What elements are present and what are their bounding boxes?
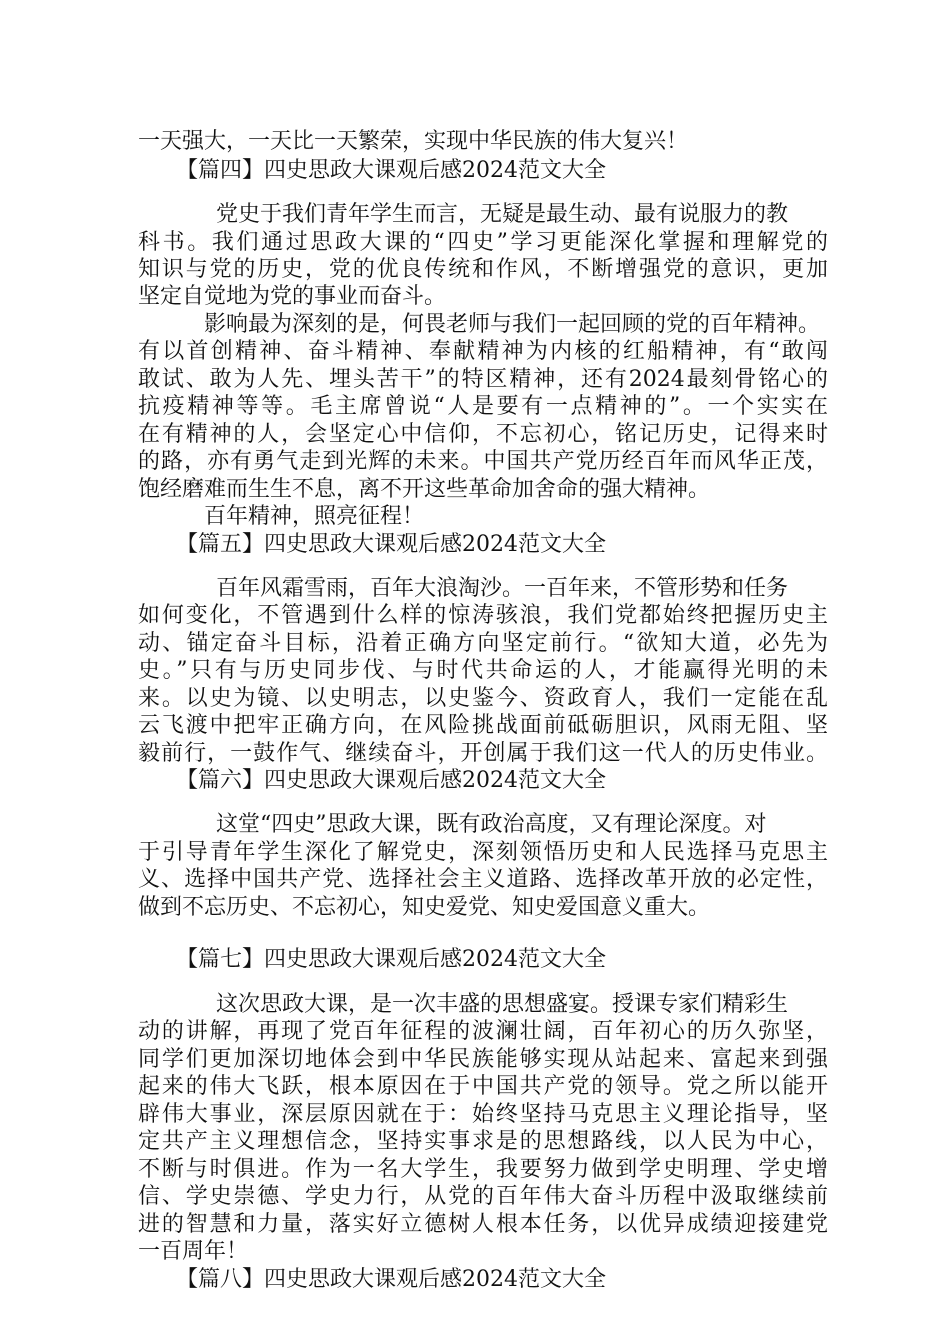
paragraph-line: 起来的伟大飞跃，根本原因在于中国共产党的领导。党之所以能开 [138, 1074, 828, 1099]
paragraph-line: 在有精神的人，会坚定心中信仰，不忘初心，铭记历史，记得来时 [138, 422, 828, 447]
paragraph-line: 信、学史崇德、学史力行，从党的百年伟大奋斗历程中汲取继续前 [138, 1184, 828, 1209]
paragraph-line: 同学们更加深切地体会到中华民族能够实现从站起来、富起来到强 [138, 1047, 828, 1072]
paragraph-line: 敢试、敢为人先、埋头苦干”的特区精神，还有2024最刻骨铭心的 [138, 367, 828, 392]
section-heading-5: 【篇五】四史思政大课观后感2024范文大全 [176, 532, 606, 557]
section-heading-4: 【篇四】四史思政大课观后感2024范文大全 [176, 158, 606, 183]
section-heading-7: 【篇七】四史思政大课观后感2024范文大全 [176, 947, 606, 972]
paragraph-line: 不断与时俱进。作为一名大学生，我要努力做到学史明理、学史增 [138, 1157, 828, 1182]
paragraph-line: 如何变化，不管遇到什么样的惊涛骇浪，我们党都始终把握历史主 [138, 603, 828, 628]
paragraph-line: 于引导青年学生深化了解党史，深刻领悟历史和人民选择马克思主 [138, 840, 828, 865]
paragraph-line: 义、选择中国共产党、选择社会主义道路、选择改革开放的必定性， [138, 867, 828, 892]
paragraph-line: 云飞渡中把牢正确方向，在风险挑战面前砥砺胆识，风雨无阻、坚 [138, 713, 828, 738]
paragraph-line: 辟伟大事业，深层原因就在于：始终坚持马克思主义理论指导，坚 [138, 1102, 828, 1127]
paragraph-line: 定共产主义理想信念，坚持实事求是的思想路线，以人民为中心， [138, 1129, 828, 1154]
paragraph-line: 的路，亦有勇气走到光辉的未来。中国共产党历经百年而风华正茂， [138, 449, 828, 474]
paragraph-line: 影响最为深刻的是，何畏老师与我们一起回顾的党的百年精神。 [204, 312, 821, 337]
paragraph-line: 抗疫精神等等。毛主席曾说“人是要有一点精神的”。一个实实在 [138, 394, 828, 419]
paragraph-line: 饱经磨难而生生不息，离不开这些革命加舍命的强大精神。 [138, 477, 711, 502]
paragraph-line: 科书。我们通过思政大课的“四史”学习更能深化掌握和理解党的 [138, 230, 828, 255]
paragraph-line: 百年风霜雪雨，百年大浪淘沙。一百年来，不管形势和任务 [216, 576, 789, 601]
paragraph-line: 党史于我们青年学生而言，无疑是最生动、最有说服力的教 [216, 202, 789, 227]
paragraph-line: 动、锚定奋斗目标，沿着正确方向坚定前行。“欲知大道，必先为 [138, 631, 828, 656]
paragraph-line: 一天强大，一天比一天繁荣，实现中华民族的伟大复兴！ [138, 129, 689, 154]
paragraph-line: 知识与党的历史，党的优良传统和作风，不断增强党的意识，更加 [138, 257, 828, 282]
paragraph-line: 一百周年！ [138, 1239, 249, 1264]
paragraph-line: 来。以史为镜、以史明志，以史鉴今、资政育人，我们一定能在乱 [138, 686, 828, 711]
paragraph-line: 这次思政大课，是一次丰盛的思想盛宴。授课专家们精彩生 [216, 992, 789, 1017]
paragraph-line: 百年精神，照亮征程！ [204, 504, 425, 529]
paragraph-line: 做到不忘历史、不忘初心，知史爱党、知史爱国意义重大。 [138, 895, 711, 920]
paragraph-line: 进的智慧和力量，落实好立德树人根本任务，以优异成绩迎接建党 [138, 1212, 828, 1237]
paragraph-line: 史。”只有与历史同步伐、与时代共命运的人，才能赢得光明的未 [138, 658, 828, 683]
section-heading-8: 【篇八】四史思政大课观后感2024范文大全 [176, 1267, 606, 1292]
paragraph-line: 动的讲解，再现了党百年征程的波澜壮阔，百年初心的历久弥坚， [138, 1019, 828, 1044]
paragraph-line: 坚定自觉地为党的事业而奋斗。 [138, 284, 447, 309]
paragraph-line: 毅前行，一鼓作气、继续奋斗，开创属于我们这一代人的历史伟业。 [138, 741, 828, 766]
paragraph-line: 有以首创精神、奋斗精神、奉献精神为内核的红船精神，有“敢闯 [138, 339, 828, 364]
section-heading-6: 【篇六】四史思政大课观后感2024范文大全 [176, 768, 606, 793]
paragraph-line: 这堂“四史”思政大课，既有政治高度，又有理论深度。对 [216, 812, 767, 837]
